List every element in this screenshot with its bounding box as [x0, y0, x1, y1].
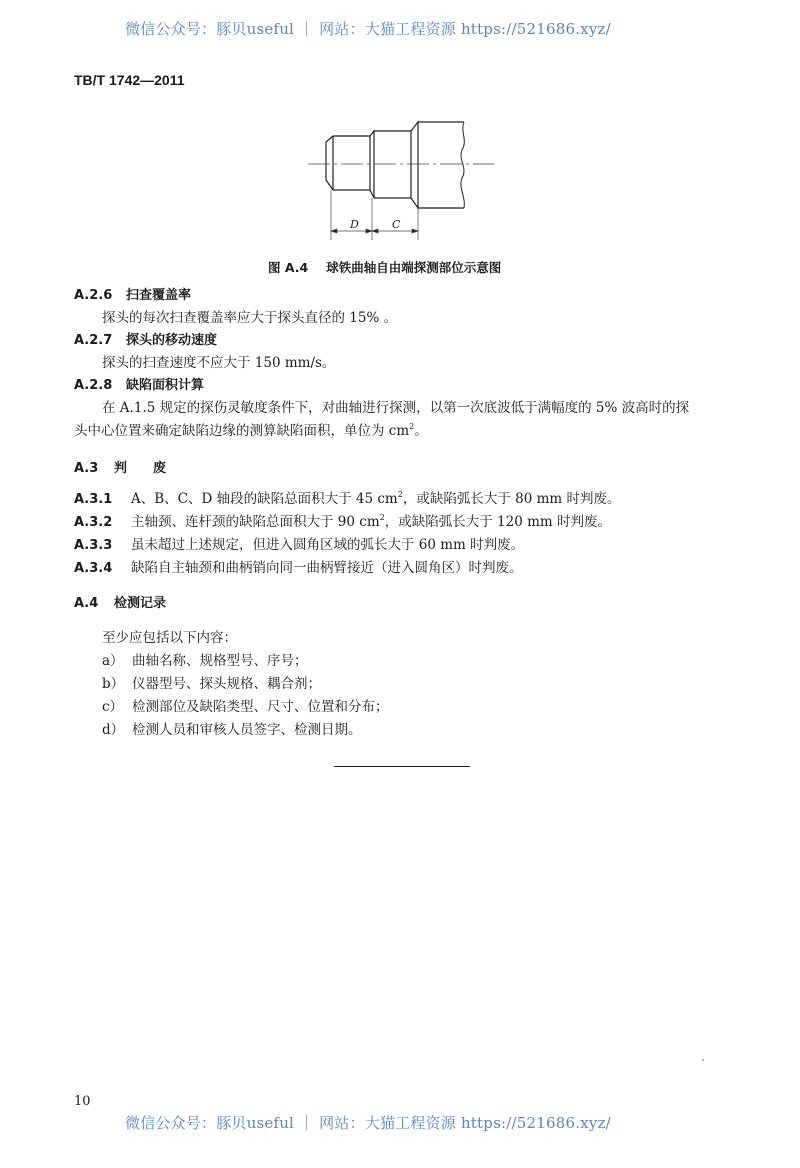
- figure-title: 球铁曲轴自由端探测部位示意图: [326, 260, 502, 275]
- section-heading-a4: A.4 检测记录: [74, 596, 167, 611]
- end-rule: [334, 766, 470, 767]
- figure-caption: [268, 258, 501, 276]
- crankshaft-diagram: [300, 110, 500, 250]
- list-item-c: c） 检测部位及缺陷类型、尺寸、位置和分布；: [102, 699, 389, 715]
- scan-speck: [702, 1059, 704, 1061]
- dim-label-c: C: [392, 218, 401, 231]
- section-heading-a27: A.2.7 探头的移动速度: [74, 333, 218, 348]
- clause-a34: A.3.4 缺陷自主轴颈和曲柄销向同一曲柄臂接近（进入圆角区）时判废。: [74, 560, 523, 576]
- paragraph-a28-line1: 在 A.1.5 规定的探伤灵敏度条件下，对曲轴进行探测，以第一次底波低于满幅度的 5% 波高时的探: [102, 400, 690, 416]
- paragraph-a26: 探头的每次扫查覆盖率应大于探头直径的 15% 。: [102, 310, 398, 326]
- list-item-b: b） 仪器型号、探头规格、耦合剂；: [102, 676, 321, 692]
- paragraph-a28-line2: 头中心位置来确定缺陷边缘的测算缺陷面积，单位为 $cm^2$。: [74, 422, 428, 439]
- clause-a31: A.3.1 A、B、C、D 轴段的缺陷总面积大于 45 $cm^2$，或缺陷弧长大于 80 mm 时判废。: [74, 490, 621, 507]
- a4-intro: 至少应包括以下内容：: [102, 630, 237, 646]
- section-heading-a26: A.2.6 扫查覆盖率: [74, 288, 192, 303]
- list-item-a: a） 曲轴名称、规格型号、序号；: [102, 653, 308, 669]
- list-item-d: d） 检测人员和审核人员签字、检测日期。: [102, 722, 362, 738]
- clause-a33: A.3.3 虽未超过上述规定，但进入圆角区域的弧长大于 60 mm 时判废。: [74, 537, 525, 553]
- clause-a32: A.3.2 主轴颈、连杆颈的缺陷总面积大于 90 $cm^2$，或缺陷弧长大于 120 mm 时判废。: [74, 513, 611, 530]
- watermark-top: 微信公众号：豚贝useful ｜ 网站：大猫工程资源 https://521686.xyz/: [125, 20, 611, 38]
- figure-number: 图 A.4: [268, 260, 309, 275]
- section-heading-a28: A.2.8 缺陷面积计算: [74, 378, 205, 393]
- watermark-bottom: 微信公众号：豚贝useful ｜ 网站：大猫工程资源 https://521686.xyz/: [125, 1114, 611, 1132]
- standard-code: TB/T 1742—2011: [74, 72, 185, 88]
- page-number: 10: [74, 1094, 91, 1109]
- paragraph-a27: 探头的扫查速度不应大于 150 mm/s。: [102, 355, 336, 371]
- dim-label-d: D: [350, 218, 359, 231]
- section-heading-a3: A.3 判 废: [74, 461, 167, 476]
